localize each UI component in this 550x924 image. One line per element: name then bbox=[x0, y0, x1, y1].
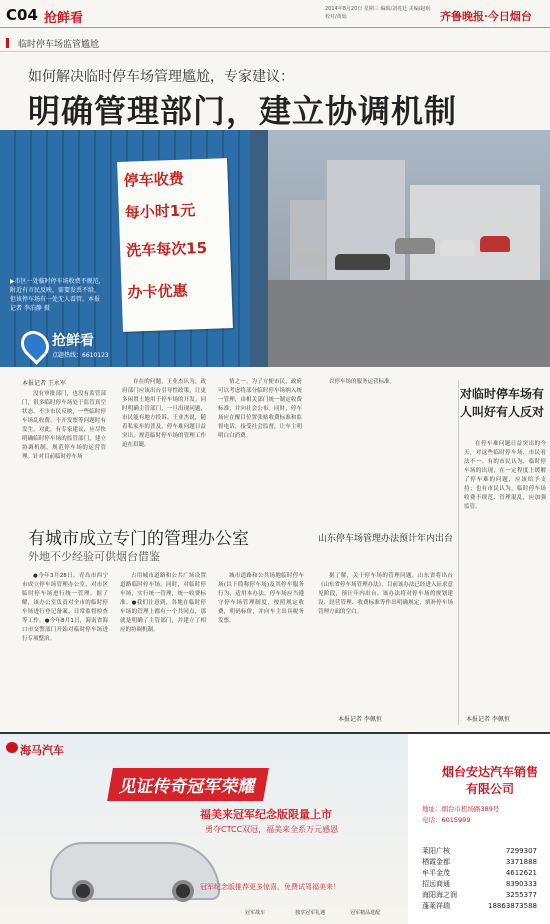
list-item bbox=[422, 857, 537, 868]
masthead bbox=[0, 0, 550, 28]
car-image bbox=[50, 842, 220, 900]
photo-caption: ▶市区一处临时停车场收费不规范，附近有市民反映，需要发票不给，但该停车场有一处无人看管。本报记者 李泊静 摄 bbox=[10, 278, 105, 312]
topic-label: 临时停车场监管尴尬 bbox=[18, 40, 100, 50]
branch-name: 招远商通 bbox=[422, 880, 450, 888]
branch-name: 牟平金茂 bbox=[422, 869, 450, 877]
section-title: 抢鲜看 bbox=[44, 11, 84, 26]
story3-author: 本报记者 李佩恒 bbox=[338, 716, 382, 723]
article-column bbox=[218, 378, 302, 500]
brand-logo-icon bbox=[6, 742, 18, 753]
paragraph: ●今年3月28日，青岛市西宁市成立停车场管理办公室，对市区临时停车场进行统一管理。据了解，该办公室负责对全市的临时停车场进行登记备案、日常监督检查等工作。●今年8月1日，海南省海口市交警部门开始对临时停车场进行专项整治。 bbox=[22, 573, 108, 642]
column-badge bbox=[18, 328, 108, 367]
badge-title: 抢鲜看 bbox=[52, 333, 94, 349]
dealer-name: 烟台安达汽车销售有限公司 bbox=[441, 765, 538, 796]
branch-name: 莱阳广核 bbox=[422, 847, 450, 855]
ad-brand: 海马汽车 bbox=[20, 744, 64, 757]
issue-info: 2014年8月20日 星期三 编辑/刘兆廷 美编/赵珉 校对/黄灿 bbox=[325, 6, 431, 20]
column-divider bbox=[458, 380, 459, 725]
ad-promo-line: 福美来冠军纪念版限量上市 bbox=[200, 808, 332, 821]
photo-car bbox=[440, 240, 475, 256]
page-number: C04 bbox=[6, 6, 38, 24]
list-item bbox=[422, 868, 537, 879]
dealer-panel bbox=[412, 734, 550, 924]
headline: 明确管理部门，建立协调机制 bbox=[28, 92, 458, 130]
paragraph: 情之一。为了方便市民，政府可以考虑将部分临时停车场纳入统一管理，由相关部门统一制定收费标准，并向社会公布。同时，停车场应在醒目位置张贴收费标准和监督电话，接受社会监督，让车主明明白白消费。 bbox=[218, 379, 302, 439]
photo-building bbox=[290, 200, 330, 290]
article-column bbox=[22, 390, 106, 500]
article-column bbox=[318, 572, 453, 710]
list-item bbox=[422, 890, 537, 901]
sign-line: 办卡优惠 bbox=[127, 281, 188, 302]
parking-fee-sign bbox=[117, 158, 233, 332]
photo-car bbox=[295, 250, 325, 266]
list-item bbox=[422, 879, 537, 890]
branch-tel: 8390333 bbox=[505, 880, 537, 888]
wheel-icon bbox=[72, 880, 94, 902]
paragraph: 城市道路和公共场地临时停车场(以下简称停车场)及其停车服务行为，适用本办法。停车场应当遵守停车场管理制度，按照规定收费，明码标价，并向车主出具税务发票。 bbox=[218, 573, 304, 624]
branch-tel: 18863873588 bbox=[488, 902, 537, 910]
photo-fence-post bbox=[250, 130, 268, 367]
branch-list bbox=[422, 846, 537, 912]
sign-line: 停车收费 bbox=[123, 169, 185, 190]
dealer-address: 地址：烟台市机场路389号 bbox=[422, 805, 500, 813]
article-column bbox=[218, 572, 304, 722]
kicker: 如何解决临时停车场管理尴尬，专家建议： bbox=[28, 69, 294, 85]
story3-headline: 山东停车场管理办法预计年内出台 bbox=[318, 534, 454, 544]
photo-car bbox=[335, 254, 390, 270]
sign-line: 每小时1元 bbox=[124, 201, 196, 222]
article-column bbox=[318, 378, 402, 398]
location-pin-icon bbox=[15, 325, 55, 365]
story2-headline: 有城市成立专门的管理办公室 bbox=[28, 529, 249, 549]
branch-tel: 3255377 bbox=[505, 891, 537, 899]
dealer-phone: 电话：6015999 bbox=[422, 816, 471, 824]
list-item bbox=[422, 901, 537, 912]
paragraph: 存在的问题，王业杰认为，政府部门应该出台引导性政策，让更多闲置土地用于停车场的开发。同时明确主管部门，一旦出现问题，市民能有地方投诉。王业杰说，随着私家车的普及，停车难问题日益突出，规范临时停车场的管理工作迫在眉睫。 bbox=[122, 379, 206, 448]
feature-label: 冠军战车 bbox=[244, 910, 265, 916]
side-story-title: 对临时停车场有人叫好有人反对 bbox=[460, 387, 545, 419]
branch-name: 海阳海之润 bbox=[422, 891, 457, 899]
paragraph: 据了解，关于停车场的管理问题，山东省将出台《山东省停车场管理办法》，目前该办法已经进入征求意见阶段，预计年内出台。该办法将对停车场的规划建设、经营管理、收费标准等作出明确规定，填补停车场管理方面的空白。 bbox=[318, 573, 453, 615]
article-column bbox=[22, 572, 108, 722]
ad-bottom-banner: 冠军纪念版推荐更多惊喜，免费试驾福美来！ bbox=[200, 883, 340, 891]
wheel-icon bbox=[172, 880, 194, 902]
paragraph: 没有审批部门，也没有监管部门，很多临时停车场处于监管真空状态。不少市民反映，一些临时停车场乱收费、不开发票等问题时有发生。对此，有专家建议，应尽快明确临时停车场的监管部门，建立协调机制，规范停车场的运营管理。针对目前临时停车场 bbox=[22, 391, 106, 460]
news-photo bbox=[0, 130, 550, 367]
newspaper-brand: 齐鲁晚报·今日烟台 bbox=[440, 10, 532, 23]
article-author: 本报记者 王永军 bbox=[22, 380, 66, 387]
story2-subhead: 外地不少经验可供烟台借鉴 bbox=[28, 550, 160, 563]
paragraph: 在停车难问题日益突出的今天，对这些临时停车场，市民看法不一。有的市民认为，临时停车场的出现，在一定程度上缓解了停车难的问题，应该给予支持；也有市民认为，临时停车场收费不规范、管理混乱，应加强监管。 bbox=[464, 441, 546, 510]
feature-label: 冠军精品选配 bbox=[350, 910, 381, 916]
branch-tel: 4612621 bbox=[505, 869, 537, 877]
paragraph: 占用城市道路和公共广场设置道路临时停车场。同时，对临时停车场，实行统一管理，统一收费标准。●我们注意到，各地在临时停车场的管理上都有一个共同点，那就是明确了主管部门，并建立了相应的协调机制。 bbox=[120, 573, 206, 633]
ad-main-panel bbox=[0, 734, 408, 924]
article-column bbox=[122, 378, 206, 500]
photo-building bbox=[410, 185, 540, 285]
photo-car bbox=[395, 238, 435, 254]
side-story-author: 本报记者 李佩恒 bbox=[466, 716, 510, 723]
branch-tel: 3371888 bbox=[505, 858, 537, 866]
branch-tel: 7299307 bbox=[505, 847, 537, 855]
topic-bar-accent bbox=[6, 38, 9, 48]
sign-line: 洗车每次15 bbox=[125, 238, 208, 260]
dealer-contact bbox=[422, 804, 499, 826]
ad-promo-subline: 勇夺CTCC双冠，福美来全系万元感恩 bbox=[205, 825, 339, 834]
branch-name: 蓬莱祥瑞 bbox=[422, 902, 450, 910]
paragraph: 以停车场的服务运营标准。 bbox=[329, 379, 396, 385]
ad-feature-icons bbox=[230, 899, 390, 918]
list-item bbox=[422, 846, 537, 857]
badge-phone: 点题热线：6610123 bbox=[52, 352, 109, 359]
car-advertisement bbox=[0, 732, 550, 924]
branch-name: 栖霞金都 bbox=[422, 858, 450, 866]
side-story-body bbox=[464, 440, 546, 710]
feature-label: 独享冠军礼遇 bbox=[295, 910, 326, 916]
topic-bar bbox=[0, 34, 550, 52]
photo-car bbox=[480, 236, 510, 252]
article-column bbox=[120, 572, 206, 722]
ad-slogan: 见证传奇冠军荣耀 bbox=[107, 768, 269, 801]
